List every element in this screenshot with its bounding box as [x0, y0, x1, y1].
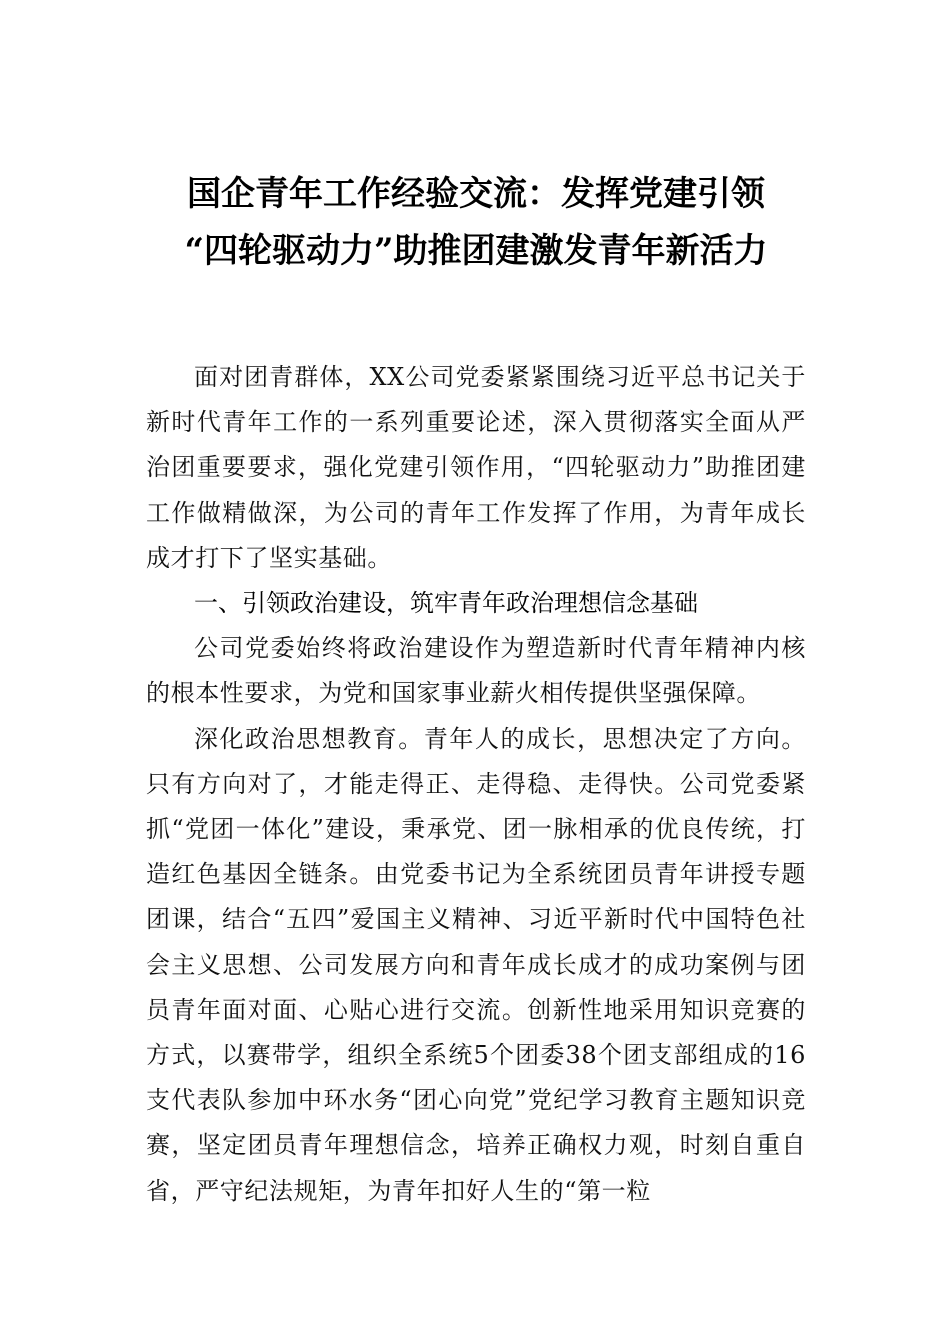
section-1-heading: 一、引领政治建设，筑牢青年政治理想信念基础: [194, 589, 698, 618]
intro-paragraph: 面对团青群体，XX公司党委紧紧围绕习近平总书记关于新时代青年工作的一系列重要论述，深入贯彻落实全面从严治团重要要求，强化党建引领作用，“四轮驱动力”助推团建工作做精做深，为公司的青年工作发挥了作用，为青年成长成才打下了坚实基础。: [146, 363, 806, 572]
section-1-paragraph-1: 公司党委始终将政治建设作为塑造新时代青年精神内核的根本性要求，为党和国家事业薪火相传提供坚强保障。: [146, 634, 806, 708]
title-line-2: “四轮驱动力”助推团建激发青年新活力: [184, 231, 768, 271]
document-body: [146, 355, 806, 1214]
title-line-1: 国企青年工作经验交流：发挥党建引领: [187, 174, 765, 214]
document-content: [146, 166, 806, 1214]
section-1-paragraph-2: 深化政治思想教育。青年人的成长，思想决定了方向。只有方向对了，才能走得正、走得稳、走得快。公司党委紧抓“党团一体化”建设，秉承党、团一脉相承的优良传统，打造红色基因全链条。由党委书记为全系统团员青年讲授专题团课，结合“五四”爱国主义精神、习近平新时代中国特色社会主义思想、公司发展方向和青年成长成才的成功案例与团员青年面对面、心贴心进行交流。创新性地采用知识竞赛的方式，以赛带学，组织全系统5个团委38个团支部组成的16支代表队参加中环水务“团心向党”党纪学习教育主题知识竞赛，坚定团员青年理想信念，培养正确权力观，时刻自重自省，严守纪法规矩，为青年扣好人生的“第一粒: [146, 724, 806, 1205]
document-title: [146, 166, 806, 280]
